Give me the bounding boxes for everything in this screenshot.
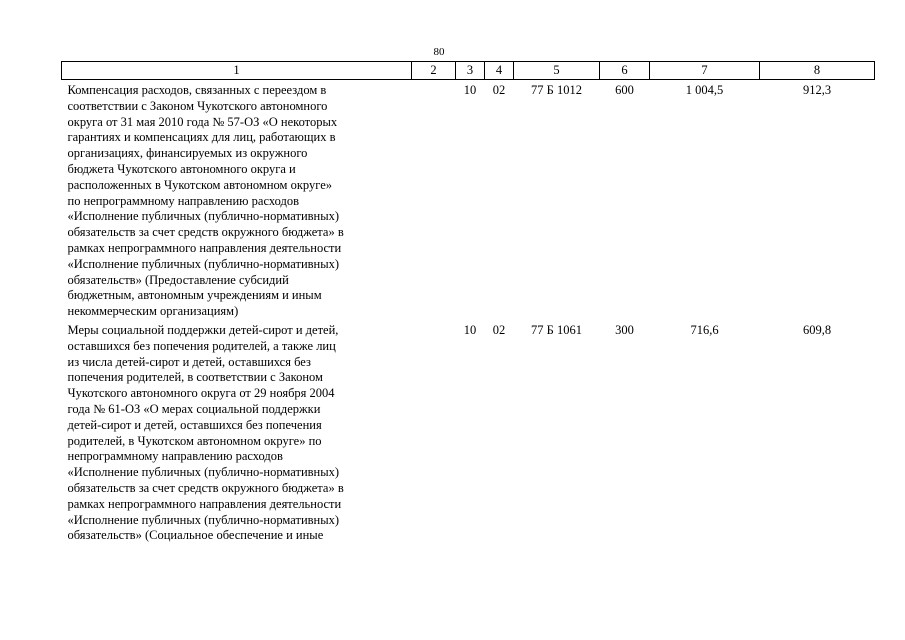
expense-name-line: попечения родителей, в соответствии с Законом — [67, 370, 323, 385]
column-header-7: 7 — [650, 62, 760, 80]
expense-name-line: рамках непрограммного направления деятельности — [67, 496, 342, 511]
page-number: 80 — [433, 46, 445, 58]
expense-name-line: расположенных в Чукотском автономном округе» — [67, 177, 332, 192]
expense-type-cell: 300 — [615, 322, 634, 337]
amount-cell-8: 912,3 — [802, 83, 832, 97]
expense-name-line: из числа детей-сирот и детей, оставшихся без — [67, 354, 311, 369]
column-header-3: 3 — [456, 62, 485, 80]
col2-cell — [412, 320, 456, 544]
expense-name-line: соответствии с Законом Чукотского автономного — [67, 98, 328, 113]
subsection-cell: 02 — [492, 83, 506, 97]
amount-cell-7: 716,6 — [690, 322, 719, 337]
expense-name-line: Чукотского автономного округа от 29 ноября 2004 — [67, 386, 335, 401]
expense-name-line: обязательств за счет средств окружного бюджета» в — [67, 480, 344, 495]
column-header-8: 8 — [760, 62, 875, 80]
expense-name-line: года № 61-ОЗ «О мерах социальной поддержки — [67, 401, 321, 416]
expense-name-line: Меры социальной поддержки детей-сирот и детей, — [67, 322, 339, 337]
column-header-6: 6 — [600, 62, 650, 80]
table-row — [62, 80, 875, 320]
expense-name-line: некоммерческим организациям) — [67, 304, 239, 319]
column-header-1: 1 — [62, 62, 412, 80]
section-cell: 10 — [463, 322, 477, 337]
expense-name-line: Компенсация расходов, связанных с переездом в — [67, 83, 327, 97]
expense-name-line: рамках непрограммного направления деятельности — [67, 240, 342, 255]
column-header-4: 4 — [485, 62, 514, 80]
target-article-cell: 77 Б 1061 — [531, 322, 582, 337]
target-article-cell: 77 Б 1012 — [531, 83, 582, 97]
table-row — [62, 320, 875, 544]
expense-name-line: гарантиях и компенсациях для лиц, работающих в — [67, 130, 336, 145]
expense-name-line: «Исполнение публичных (публично-нормативных) — [67, 512, 340, 527]
expense-name-cell — [62, 320, 412, 544]
expense-name-line: обязательств» (Социальное обеспечение и иные — [67, 528, 324, 543]
budget-table — [61, 61, 875, 544]
header-row — [62, 62, 875, 80]
amount-cell-7: 1 004,5 — [685, 83, 724, 97]
expense-name-cell — [62, 80, 412, 320]
amount-cell-8: 609,8 — [802, 322, 832, 337]
expense-name-line: по непрограммному направлению расходов — [67, 193, 300, 208]
expense-name-line: округа от 31 мая 2010 года № 57-ОЗ «О некоторых — [67, 114, 338, 129]
section-cell: 10 — [463, 83, 477, 97]
col2-cell — [412, 80, 456, 320]
expense-name-line: детей-сирот и детей, оставшихся без попечения — [67, 417, 322, 432]
expense-name-line: «Исполнение публичных (публично-нормативных) — [67, 209, 340, 224]
expense-name-line: родителей, в Чукотском автономном округе» по — [67, 433, 322, 448]
expense-name-line: «Исполнение публичных (публично-нормативных) — [67, 465, 340, 480]
expense-name-line: непрограммному направлению расходов — [67, 449, 283, 464]
expense-name-line: бюджетным, автономным учреждениям и иным — [67, 288, 322, 303]
expense-name-line: «Исполнение публичных (публично-нормативных) — [67, 256, 340, 271]
subsection-cell: 02 — [492, 322, 506, 337]
expense-name-line: оставшихся без попечения родителей, а также лиц — [67, 338, 336, 353]
column-header-5: 5 — [514, 62, 600, 80]
expense-name-line: бюджета Чукотского автономного округа и — [67, 161, 296, 176]
expense-name-line: обязательств» (Предоставление субсидий — [67, 272, 289, 287]
column-header-2: 2 — [412, 62, 456, 80]
expense-name-line: организациях, финансируемых из окружного — [67, 146, 308, 161]
expense-type-cell: 600 — [615, 83, 634, 97]
expense-name-line: обязательств за счет средств окружного бюджета» в — [67, 225, 344, 240]
